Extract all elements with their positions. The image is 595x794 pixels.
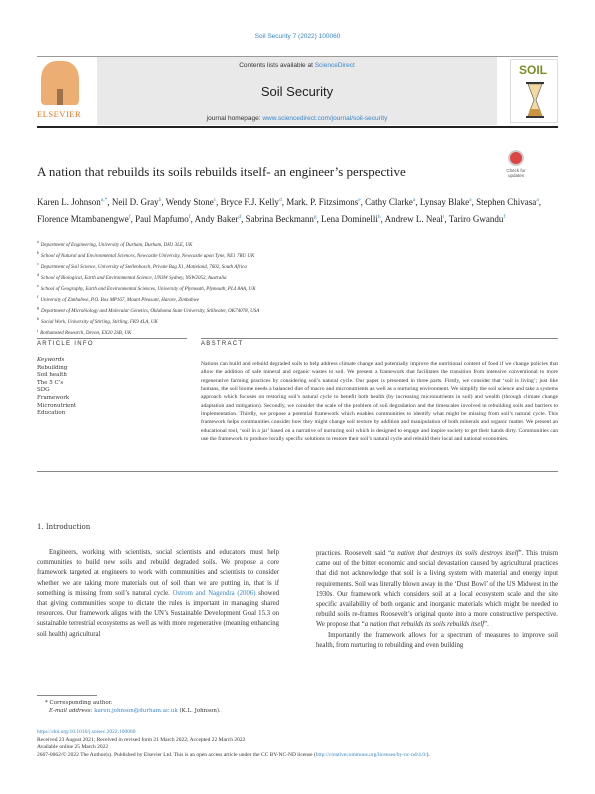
author-affiliation-marker[interactable]: g [313,214,317,220]
affiliation-item [37,249,557,260]
sciencedirect-link[interactable]: ScienceDirect [314,62,355,69]
email-label: E-mail address: [49,708,95,714]
author-affiliation-marker[interactable]: a [469,197,472,203]
author-name-text: Lynsay Blake [419,197,470,207]
author-name[interactable] [385,214,445,224]
received-dates: Received 23 August 2021; Received in revised form 21 March 2022; Accepted 22 March 2022 [37,736,246,743]
affiliation-item [37,327,557,338]
keyword-item: Rebuilding [37,364,68,371]
author-name[interactable] [112,197,162,207]
author-affiliation-marker[interactable]: a [412,197,416,203]
body-column-right [316,549,558,651]
article-info-heading: ARTICLE INFO [37,341,94,347]
author-name[interactable] [476,197,539,207]
doi-link[interactable]: https://doi.org/10.1016/j.soisec.2022.100060 [37,729,136,735]
author-name-text: Bryce F.J. Kelly [220,197,279,207]
homepage-prefix: journal homepage: [206,115,263,122]
affiliation-item [37,271,557,282]
author-name[interactable] [321,214,380,224]
author-name[interactable] [195,214,242,224]
contents-prefix: Contents lists available at [239,62,315,69]
keyword-item: Framework [37,394,70,401]
keyword-item: The 5 C’s [37,379,64,386]
intro-paragraph-1-cont [316,549,558,631]
keyword-item: Soil health [37,372,67,379]
author-affiliation-marker[interactable]: a [536,197,539,203]
email-line [37,707,337,715]
affiliation-item [37,282,557,293]
journal-homepage-link[interactable]: www.sciencedirect.com/journal/soil-security [262,115,388,122]
author-list: Karen L. Johnson$^{a,*}$, Neil D. Gray$^b$, Wendy Stone$^c$, Bryce F.J. Kelly$^d$, Mark. P. Fitzsimons$^e$, Cathy Clarke$^a$, Lynsay Blake$^a$, Stephen Chivasa$^a$, Florence Mtambanengwe$^f$, Paul Mapfumo$^f$, Andy Baker$^d$, Sabrina Beckmann$^g$, Lena Dominelli$^h$, Andrew L. Neal$^i$, Tariro Gwandu$^f$ [37,197,542,224]
author-name[interactable] [246,214,317,224]
author-affiliation-marker[interactable]: c [213,197,217,203]
keywords-label: Keywords [37,357,65,363]
affiliation-item [37,293,557,304]
author-name[interactable] [166,197,216,207]
author-name[interactable] [420,197,472,207]
affiliation-list [37,238,557,338]
article-info-rule [37,338,187,339]
abstract-text: Nations can build and rebuild degraded soils to help address climate change and potentially improve the nutritional content of food if we change policies that allow the addition of safe mineral and organic wastes to soil. We present a framework that facilitates the transition from intensive conventional to more regenerative farming practices by considering soil’s natural cycle. Our paper is presented in three parts. Firstly, we consider that ‘soil is living’; just like humans, the soil biome needs a balanced diet of macro and micronutrients as well as a nurturing environment. We simplify the soil science and take a systems approach which focuses on restoring soil’s natural cycle to benefit both health (by increasing micronutrients in soil) and wealth (through climate change adaptation and mitigation). Secondly, we consider the scale of the problem of soil degradation and the timescales involved in rebuilding soils and barriers to implementation. Thirdly, we propose a potential framework which enables communities to identify what might be missing from soil’s natural cycle. This framework helps communities consider how they might change soil texture by addition and manipulation of both minerals and organic matter. We present an educational tool, ‘soil in a jar’ based on a narrative of nurturing soil which is designed to engage and inspire society to get their hands dirty. Communities can use the framework to produce locally specific solutions to restore their soil’s natural cycle and rebuild their local and national economies. [201,361,558,443]
author-name-text: Neil D. Gray [111,197,159,207]
affiliation-marker: f [37,294,39,300]
license-text: 2667-0062/© 2022 The Author(s). Published by Elsevier Ltd. This is an open access article under the CC BY-NC-ND license ( [37,752,316,759]
affiliation-text: University of Zimbabwe, P.O. Box MP167, Mount Pleasant, Harare, Zimbabwe [40,297,200,303]
author-name-text: Florence Mtambanengwe [37,214,129,224]
author-name-text: Stephen Chivasa [476,197,537,207]
contents-line [97,62,497,69]
affiliation-marker: g [37,305,39,311]
affiliation-marker: e [37,283,39,289]
affiliation-item [37,315,557,326]
affiliation-marker: b [37,250,39,256]
author-name-text: Mark. P. Fitzsimons [286,197,359,207]
affiliation-item [37,260,557,271]
corresponding-author-note: * Corresponding author. [45,700,113,706]
author-name[interactable] [449,214,505,224]
affiliation-text: Department of Soil Science, University of Stellenbosch, Private Bag X1, Matieland, 7602, South Africa [40,264,247,270]
email-link[interactable]: karen.johnson@durham.ac.uk [94,708,178,714]
masthead-banner [97,57,497,125]
elsevier-tree-icon [41,61,79,105]
author-affiliation-marker[interactable]: f [188,214,191,220]
intro-text-b: showed that giving communities scope to dictate the rules is important in managing shared resources. Our framework aligns with the UN’s Sustainable Development Goal 15.3 on sustainable terrestrial ecosystems as well as with more regenerative (meaning enhancing soil health) agricultural [37,589,280,638]
cover-title: SOIL [519,63,548,77]
author-affiliation-marker[interactable]: d [278,197,282,203]
citation-ostrom-link[interactable]: Ostrom and Nagendra (2006) [172,589,256,597]
article-footer [37,729,558,760]
abstract-heading: ABSTRACT [201,341,244,347]
journal-title: Soil Security [260,84,334,99]
keyword-item: Education [37,410,66,417]
crossmark-badge[interactable] [500,150,532,182]
intro-paragraph-1 [37,548,279,640]
affiliation-text: Department of Engineering, University of Durham, Durham, DH1 3LE, UK [40,242,193,248]
available-online: Available online 25 March 2022 [37,744,109,751]
license-text-end: ). [426,752,430,759]
roosevelt-quote: a nation that destroys its soils destroys itself [391,550,519,557]
author-affiliation-marker[interactable]: e [358,197,361,203]
reframed-quote: a nation that rebuilds its soils rebuilds itself [364,621,485,629]
footnote-rule [37,695,97,696]
article-title: A nation that rebuilds its soils rebuilds itself- an engineer’s perspective [37,164,406,179]
author-name-text: Andrew L. Neal [384,214,443,224]
author-affiliation-marker[interactable]: b [158,197,162,203]
keyword-item: Micronutrient [37,402,77,409]
author-name[interactable] [365,197,415,207]
homepage-line [97,115,497,122]
author-name-text: Andy Baker [194,214,239,224]
author-affiliation-marker[interactable]: i [442,214,445,220]
author-affiliation-marker[interactable]: h [377,214,381,220]
intro-text-d: ”. This truism came out of the bitter economic and social devastation caused by agricultural practices that did not acknowledge that soil is a living system with material and energy input requirements. Soil was literally blown away in the ‘Dust Bowl’ of the US Midwest in the 1930s. Our framework which considers soil at a local ecosystem scale and the site specific availability of both organic and inorganic materials which might be needed to rebuild soils re-frames Roosevelt’s original quote into a more constructive perspective. We propose that “ [316,550,558,629]
author-name-text: Karen L. Johnson [37,197,101,207]
journal-masthead [37,56,558,128]
affiliation-text: Rothamsted Research, Devon, EX20 2SB, UK [40,331,132,337]
crossmark-icon [508,150,524,166]
author-name[interactable] [37,197,107,207]
introduction-heading: 1. Introduction [37,523,91,531]
author-affiliation-marker[interactable]: a,* [100,197,108,203]
email-suffix: (K.L. Johnson). [177,708,221,714]
affiliation-marker: i [37,327,39,333]
keyword-item: SDG [37,387,50,394]
author-name[interactable] [221,197,282,207]
footnote [37,699,337,715]
crossmark-label: Check for updates [506,168,526,178]
affiliation-marker: d [37,272,39,278]
journal-reference-link[interactable]: Soil Security 7 (2022) 100060 [254,33,341,40]
author-affiliation-marker[interactable]: f [503,214,506,220]
author-name-text: Lena Dominelli [321,214,378,224]
intro-paragraph-2: Importantly the framework allows for a spectrum of measures to improve soil health, from nurturing to rebuilding and even building [316,631,558,649]
intro-text-a: Engineers, working with scientists, social scientists and educators must help communities to build new soils and rebuild degraded soils. We propose a core framework targeted at engineers to work with communities and scientists to consider whether we are taking more materials out of soil than we are putting in, that is if something is missing from soil’s natural cycle. [37,549,279,597]
affiliation-marker: a [37,239,39,244]
author-name-text: Cathy Clarke [365,197,413,207]
author-name[interactable] [286,197,360,207]
affiliation-item [37,238,557,249]
affiliation-text: School of Biological, Earth and Environmental Science, UNSW Sydney, NSW2052, Australia [41,275,227,281]
license-link[interactable]: http://creativecommons.org/licenses/by-nc-nd/4.0/ [315,752,427,759]
author-name-text: Sabrina Beckmann [245,214,314,224]
affiliation-marker: c [37,261,39,267]
keywords-list [37,357,187,418]
abstract-rule [201,338,558,339]
elsevier-logo[interactable] [37,59,83,121]
affiliation-item [37,304,557,315]
author-affiliation-marker[interactable]: f [128,214,131,220]
affiliation-marker: h [37,316,39,322]
hourglass-icon [525,82,545,118]
journal-cover-thumbnail[interactable] [510,59,558,123]
abstract-bottom-rule [37,471,558,472]
author-name-text: Paul Mapfumo [135,214,189,224]
affiliation-text: School of Natural and Environmental Sciences, Newcastle University, Newcastle upon Tyne, NE1 7RU UK [41,253,255,259]
affiliation-text: School of Geography, Earth and Environmental Sciences, University of Plymouth, Plymouth, PL4 8AA, UK [40,286,256,292]
author-affiliation-marker[interactable]: d [238,214,242,220]
intro-text-c: practices. Roosevelt said “ [316,550,392,557]
publisher-name: ELSEVIER [37,109,82,119]
body-column-left [37,548,279,640]
license-line [37,752,558,760]
affiliation-text: Social Work, University of Stirling, Stirling, FK9 4LA, UK [41,320,158,326]
author-name[interactable] [135,214,191,224]
intro-text-e: ”. [484,621,489,629]
affiliation-text: Department of Microbiology and Molecular Genetics, Oklahoma State University, Stillwater, OK74078, USA [41,309,260,315]
author-name-text: Wendy Stone [165,197,214,207]
author-name[interactable] [37,214,131,224]
author-name-text: Tariro Gwandu [448,214,504,224]
